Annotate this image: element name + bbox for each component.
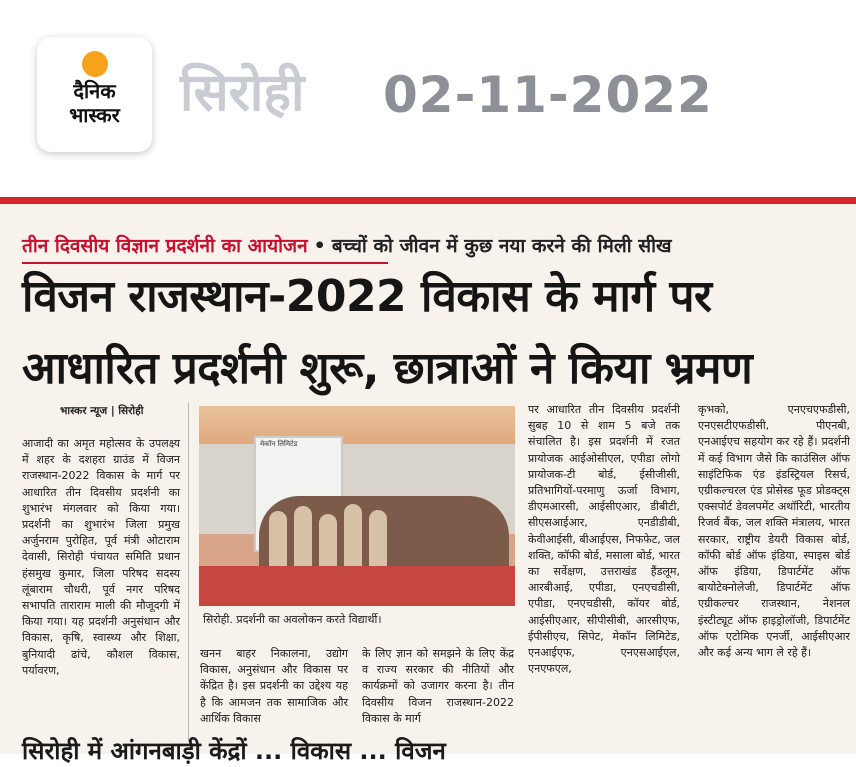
byline: भास्कर न्यूज | सिरोही (60, 405, 144, 417)
photo-caption: सिरोही. प्रदर्शनी का अवलोकन करते विद्यार्थी। (203, 613, 382, 626)
photo-ceiling (199, 406, 515, 444)
student-figure (344, 504, 362, 574)
logo-line1: दैनिक (73, 79, 116, 103)
kicker-subtitle: बच्चों को जीवन में कुछ नया करने की मिली सीख (331, 235, 672, 257)
column-text: कृभको, एनएचएफडीसी, एनएसटीएफडीसी, पीएनबी, एनआईएच सहयोग कर रहे हैं। प्रदर्शनी में कई विभाग जैसे कि काउंसिल ऑफ साइंटिफिक एंड इंडस्ट्रियल रिसर्च, एग्रीकल्चरल एंड प्रोसेस्ड फूड प्रोडक्ट्स एक्सपोर्ट डेवलपमेंट अथॉरिटी, भारतीय रिजर्व बैंक, जल शक्ति मंत्रालय, भारत सरकार, राष्ट्रीय डेयरी विकास बोर्ड, कॉफी बोर्ड ऑफ इंडिया, स्पाइस बोर्ड ऑफ इंडिया, डिपार्टमेंट ऑफ बायोटेक्नोलेजी, डिपार्टमेंट ऑफ एग्रीकल्चर राजस्थान, नेशनल इंस्टीट्यूट ऑफ हाइड्रोलॉजी, डिपार्टमेंट ऑफ एटोमिक एनर्जी, आईसीएआर और कई अन्य भाग ले रहे हैं। (698, 403, 850, 660)
column-divider (188, 402, 189, 752)
kicker-separator: • (313, 235, 326, 257)
column-text: खनन बाहर निकालना, उद्योग विकास, अनुसंधान और विकास पर केंद्रित है। इस प्रदर्शनी का उद्देश्य यह है कि आमजन तक सामाजिक और आर्थिक विकास (200, 647, 348, 725)
column-text: आजादी का अमृत महोत्सव के उपलक्ष्य में शहर के दशहरा ग्राउंड में विजन राजस्थान-2022 विकास के मार्ग पर आधारित तीन दिवसीय प्रदर्शनी का शुभारंभ मंगलवार को किया गया। प्रदर्शनी का शुभारंभ जिला प्रमुख अर्जुनराम पुरोहित, पूर्व मंत्री ओटाराम देवासी, सिरोही पंचायत समिति प्रधान हंसमुख कुमार, जिला परिषद सदस्य लूंबाराम चौधरी, पूर्व नगर परिषद सभापति ताराराम माली की मौजूदगी में किया गया। यह प्रदर्शनी अनुसंधान और विकास, कृषि, स्वास्थ्य और शिक्षा, बुनियादी ढांचे, कौशल विकास, पर्यावरण, (22, 437, 180, 677)
article-column-3 (362, 646, 514, 727)
page-header (0, 0, 856, 196)
photo-floor (199, 566, 515, 606)
article-column-4 (528, 402, 680, 677)
column-text: पर आधारित तीन दिवसीय प्रदर्शनी सुबह 10 से शाम 5 बजे तक संचालित है। इस प्रदर्शनी में रजत प्रायोजक आईओसीएल, एपीडा लोगो प्रायोजक-टी बोर्ड, ईसीजीसी, प्रतिभागियों-परमाणु ऊर्जा विभाग, डीएमआरसी, आईसीएआर, डीबीटी, सीएसआईआर, एनडीडीबी, केवीआईसी, बीआईएस, निफफेट, जल शक्ति, कॉफी बोर्ड, मसाला बोर्ड, भारत का सर्वेक्षण, उत्तराखंड हैंडलूम, आरबीआई, एपीडा, एनएचडीसी, एपीडा, एनएचडीसी, कॉयर बोर्ड, आईसीएआर, सीपीसीबी, आरसीएफ, ईपीसीएच, सिपेट, मेकॉन लिमिटेड, एनआईएफ, एनएसआईएल, एनएफएल, (528, 403, 680, 676)
stall-sign: मेकॉन लिमिटेड (260, 440, 298, 448)
edition-date: 02-11-2022 (383, 66, 713, 124)
next-headline-text: सिरोही में आंगनबाड़ी केंद्रों ... विकास ... विजन (22, 737, 446, 765)
next-article-headline-cut (22, 737, 852, 765)
article-kicker (22, 232, 852, 260)
article-column-5 (698, 402, 850, 661)
sun-icon (82, 51, 108, 77)
headline-line-2: आधारित प्रदर्शनी शुरू, छात्राओं ने किया भ्रमण (22, 343, 753, 394)
kicker-underline (22, 262, 388, 264)
kicker-highlight: तीन दिवसीय विज्ञान प्रदर्शनी का आयोजन (22, 235, 308, 257)
article-column-1 (22, 436, 180, 679)
logo-line2: भास्कर (69, 103, 120, 127)
city-name: सिरोही (180, 63, 305, 123)
dainik-bhaskar-logo (37, 37, 152, 152)
red-divider (0, 197, 856, 204)
headline-line-1: विजन राजस्थान-2022 विकास के मार्ग पर (22, 271, 712, 322)
column-text: के लिए ज्ञान को समझने के लिए केंद्र व राज्य सरकार की नीतियों और कार्यक्रमों को उजागर करना है। तीन दिवसीय विजन राजस्थान-2022 विकास के मार्ग (362, 647, 514, 725)
article-photo (199, 406, 515, 606)
article-column-2 (200, 646, 348, 727)
